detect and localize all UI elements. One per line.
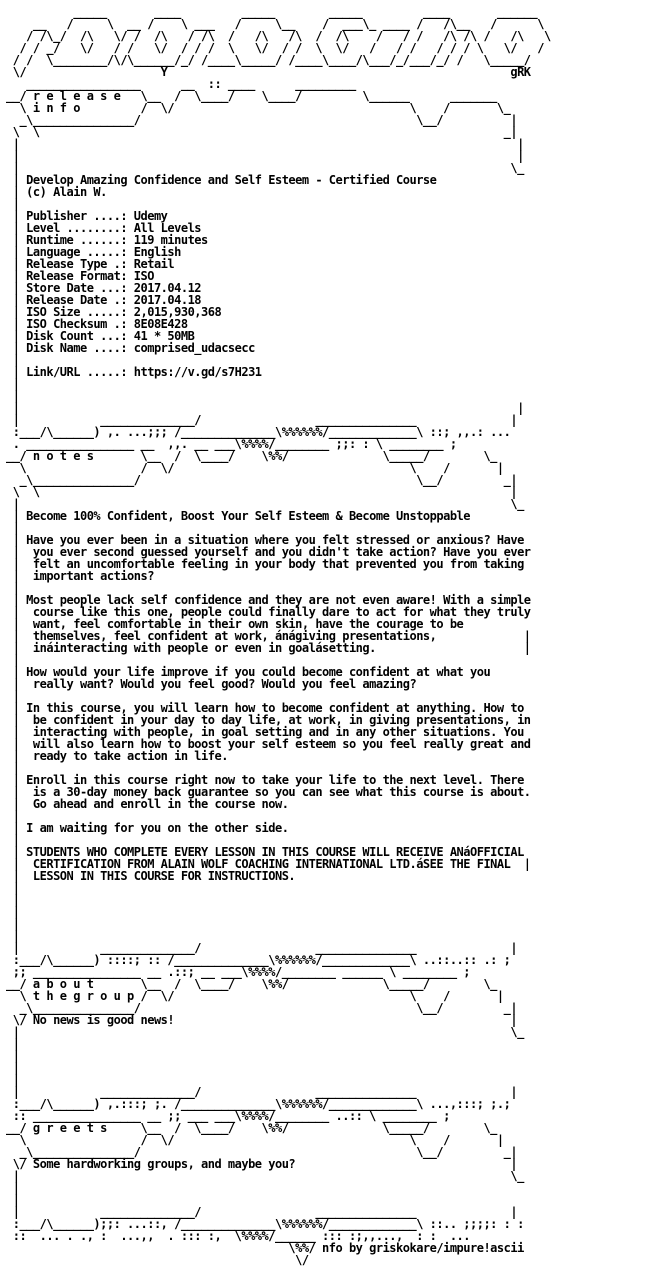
nfo-line: | you ever second guessed yourself and you didn't take action? Have you ever <box>6 545 531 559</box>
nfo-line: | <box>6 521 20 535</box>
nfo-line: _\_______________/ \__/ | <box>6 113 518 127</box>
nfo-line: | <box>6 881 20 895</box>
nfo-line: | <box>6 893 20 907</box>
nfo-line: / / \________/\/\______/_/ /____\_____/ /____\____/\___/_/___/_/ / \_____/ <box>6 53 531 67</box>
nfo-line: | Store Date ...: 2017.04.12 <box>6 281 202 295</box>
nfo-line: :___/\______);;: ...::, /______________\%%%%%%/_____________\ ::.. ;;;;: : : <box>6 1217 524 1231</box>
nfo-line: \%%/ nfo by griskokare/impure!ascii <box>6 1241 524 1255</box>
nfo-line: | <box>6 1037 20 1051</box>
nfo-line: | ready to take action in life. <box>6 749 228 763</box>
nfo-line: | <box>6 377 20 391</box>
nfo-line: | Release Date .: 2017.04.18 <box>6 293 202 307</box>
nfo-line: \/ No news is good news! | <box>6 1013 518 1027</box>
nfo-line: | (c) Alain W. <box>6 185 107 199</box>
nfo-line: | Level ........: All Levels <box>6 221 202 235</box>
nfo-line: \/ Y gRK <box>6 65 531 79</box>
nfo-line: | is a 30-day money back guarantee so you can see what this course is about. <box>6 785 531 799</box>
nfo-line: / /\_/ /\ \/ / /\ / /\ / /\ /\ / /\ / / / /\ /\ / /\ \ <box>6 29 551 43</box>
nfo-line: | Disk Name ....: comprised_udacsecc <box>6 341 255 355</box>
nfo-line: | will also learn how to boost your self esteem so you feel really great and <box>6 737 531 751</box>
nfo-line: | <box>6 1073 20 1087</box>
nfo-line: | STUDENTS WHO COMPLETE EVERY LESSON IN THIS COURSE WILL RECEIVE ANáOFFICIAL <box>6 845 524 859</box>
nfo-line: | <box>6 905 20 919</box>
nfo-line: | ______________/ _______________ | <box>6 1085 518 1099</box>
nfo-line: | themselves, feel confident at work, ánágiving presentations, | <box>6 629 531 643</box>
nfo-line: | | <box>6 137 524 151</box>
nfo-line: | Become 100% Confident, Boost Your Self Esteem & Become Unstoppable <box>6 509 470 523</box>
nfo-line: | In this course, you will learn how to become confident at anything. How to <box>6 701 524 715</box>
nfo-line: | | <box>6 401 524 415</box>
nfo-line: | Have you ever been in a situation where you felt stressed or anxious? Have <box>6 533 524 547</box>
nfo-line: | \_ <box>6 497 524 511</box>
nfo-line: | Publisher ....: Udemy <box>6 209 168 223</box>
nfo-line: :___/\______) ,.:::; ;. /______________\%%%%%%/_____________\ ...,:::; ;.; <box>6 1097 511 1111</box>
nfo-line: \/ Some hardworking groups, and maybe you? | <box>6 1157 518 1171</box>
nfo-line: | Go ahead and enroll in the course now. <box>6 797 289 811</box>
nfo-line: \ \ _| <box>6 125 518 139</box>
nfo-line: \ t h e g r o u p / \/ \ / | <box>6 989 504 1003</box>
nfo-line: ;; ________________ __ .::; __ ___\%%%%/________ ______ \ ________ ; <box>6 965 470 979</box>
nfo-line: | Disk Count ...: 41 * 50MB <box>6 329 195 343</box>
nfo-line: | important actions? <box>6 569 154 583</box>
nfo-line: | ______________/ _______________ | <box>6 941 518 955</box>
nfo-line: _\_______________/ \__/ _| <box>6 1145 518 1159</box>
nfo-line: | ______________/ _______________ | <box>6 1205 518 1219</box>
nfo-line: | <box>6 389 20 403</box>
nfo-line: | How would your life improve if you could become confident at what you <box>6 665 491 679</box>
nfo-line: | <box>6 581 20 595</box>
nfo-line: | <box>6 1181 20 1195</box>
nfo-line: __/ r e l e a s e \__ / \____/ \____/ \______ _______ <box>6 89 497 103</box>
nfo-line: | Runtime ......: 119 minutes <box>6 233 208 247</box>
nfo-line: | <box>6 929 20 943</box>
nfo-line: _________________ __ :: ____ _________ <box>6 77 356 91</box>
nfo-line: | <box>6 197 20 211</box>
nfo-line: :: ... . ., : ...,, . ::: :, \%%%%/______ ::: :;,,..., : : ... <box>6 1229 470 1243</box>
nfo-line: | be confident in your day to day life, at work, in giving presentations, in <box>6 713 531 727</box>
nfo-line: | ______________/ _______________ | <box>6 413 518 427</box>
nfo-line: \ \ | <box>6 485 518 499</box>
nfo-line: | LESSON IN THIS COURSE FOR INSTRUCTIONS. <box>6 869 296 883</box>
nfo-line: | <box>6 761 20 775</box>
nfo-line: | \_ <box>6 1025 524 1039</box>
nfo-line: | interacting with people, in goal setting and in any other situations. You <box>6 725 524 739</box>
nfo-line: | felt an uncomfortable feeling in your body that prevented you from taking <box>6 557 524 571</box>
nfo-line: | <box>6 353 20 367</box>
nfo-line: | \_ <box>6 161 524 175</box>
nfo-line: | Most people lack self confidence and they are not even aware! With a simple <box>6 593 531 607</box>
nfo-line: | want, feel comfortable in their own skin, have the courage to be <box>6 617 464 631</box>
nfo-line: | Enroll in this course right now to take your life to the next level. There <box>6 773 524 787</box>
nfo-line: :___/\______) ,. ...;;; /______________\%%%%%%/_____________\ ::; ,,.: ... <box>6 425 511 439</box>
nfo-line: _\_______________/ \__/ _| <box>6 1001 518 1015</box>
nfo-line: | Release Format: ISO <box>6 269 154 283</box>
nfo-line: | <box>6 1193 20 1207</box>
nfo-line: | CERTIFICATION FROM ALAIN WOLF COACHING INTERNATIONAL LTD.áSEE THE FINAL | <box>6 857 531 871</box>
nfo-line: _\_______________/ \__/ _| <box>6 473 518 487</box>
nfo-line: | <box>6 653 20 667</box>
nfo-line: :: ________________ __ ;; ___ ___\%%%%/________ ..:: \ ________ ; <box>6 1109 450 1123</box>
nfo-text-block <box>6 6 551 1266</box>
nfo-line: \ / \/ \ / | <box>6 461 504 475</box>
nfo-line: | <box>6 809 20 823</box>
nfo-line: | I am waiting for you on the other side. <box>6 821 289 835</box>
nfo-line: | Release Type .: Retail <box>6 257 175 271</box>
nfo-line: | course like this one, people could finally dare to act for what they truly <box>6 605 531 619</box>
nfo-line: | Develop Amazing Confidence and Self Esteem - Certified Course <box>6 173 437 187</box>
nfo-line: \ i n f o / \/ \ / \_ <box>6 101 511 115</box>
nfo-line: \/ <box>6 1253 309 1267</box>
nfo-line: | <box>6 833 20 847</box>
nfo-line: | | <box>6 149 524 163</box>
nfo-line: | ISO Checksum .: 8E08E428 <box>6 317 188 331</box>
nfo-line: . ________________ __ ,,. __ ___\%%%%/________ ;;: : \ ________ ; <box>6 437 457 451</box>
nfo-line: | Link/URL .....: https://v.gd/s7H231 <box>6 365 262 379</box>
nfo-line: __/ g r e e t s \__ / \____/ \%%/ \_____/ \_ <box>6 1121 497 1135</box>
nfo-line: | <box>6 917 20 931</box>
nfo-line: __/ a b o u t \__ / \____/ \%%/ \_____/ \_ <box>6 977 497 991</box>
nfo-line: | \_ <box>6 1169 524 1183</box>
nfo-line: | <box>6 689 20 703</box>
nfo-line: | really want? Would you feel good? Would you feel amazing? <box>6 677 417 691</box>
nfo-line: __/ n o t e s \__ / \____/ \%%/ \_____/ \_ <box>6 449 497 463</box>
nfo-line: / / _/ \/ / / \/ / / / \ \/ / / \ \/ / / / / / / \ \/ / <box>6 41 544 55</box>
nfo-line: _____ ____ _____ _____ ____ ______ <box>6 5 538 19</box>
nfo-line: \ / \/ \ / | <box>6 1133 504 1147</box>
nfo-line: | ináinteracting with people or even in goalásetting. | <box>6 641 531 655</box>
nfo-line: | Language .....: English <box>6 245 181 259</box>
nfo-line: __ / \ __ / \ ___ / \__ / ___\_ ____ / /\__ / \ <box>6 17 544 31</box>
nfo-line: | <box>6 1061 20 1075</box>
nfo-line: | <box>6 1049 20 1063</box>
nfo-line: :___/\______) ::::; :: /______________\%%%%%%/_____________\ ..::..:: .: ; <box>6 953 511 967</box>
nfo-line: | ISO Size .....: 2,015,930,368 <box>6 305 222 319</box>
